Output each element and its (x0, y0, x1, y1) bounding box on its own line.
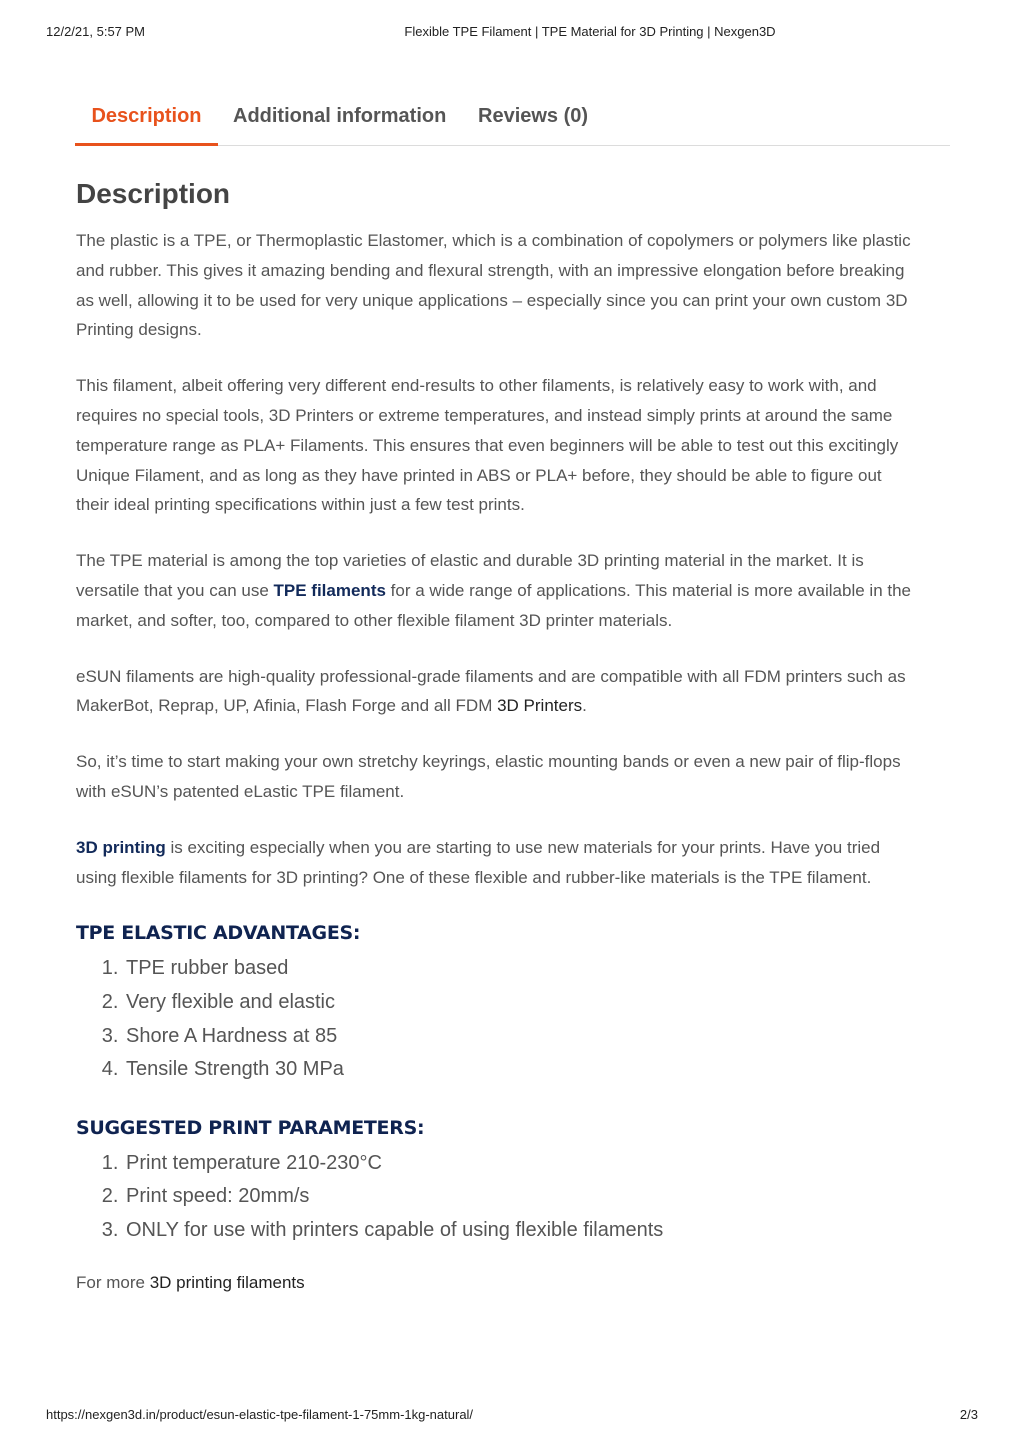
list-item: 2. Print speed: 20mm/s (124, 1180, 911, 1214)
paragraph-ease-of-use: This filament, albeit offering very different end-results to other filaments, is relatively easy to work with, and requires no special tools, 3D Printers or extreme temperatures, and instead simply prints at around the same temperature range as PLA+ Filaments. This ensures that even beginners will be able to test out this excitingly Unique Filament, and as long as they have printed in ABS or PLA+ before, they should be able to figure out their ideal printing specifications within just a few test prints. (76, 376, 899, 515)
advantages-list (76, 952, 911, 1086)
print-footer (0, 1407, 1024, 1427)
list-item: 2. Very flexible and elastic (124, 986, 911, 1020)
tab-reviews[interactable]: Reviews (0) (478, 105, 589, 127)
paragraph-text: The TPE material is among the top varieties of elastic and durable 3D printing material in the market. It is versatile that you can use (76, 551, 864, 600)
tab-additional-information[interactable]: Additional information (233, 105, 447, 127)
paragraph-text: eSUN filaments are high-quality professional-grade filaments and are compatible with all FDM printers such as MakerBot, Reprap, UP, Afinia, Flash Forge and all FDM (76, 666, 906, 716)
print-parameters-heading: SUGGESTED PRINT PARAMETERS: (76, 1116, 425, 1139)
list-item: 3. Shore A Hardness at 85 (124, 1020, 911, 1054)
paragraph-text: for a wide range of applications. This material is more available in the market, and softer, too, compared to other flexible filament 3D printer materials. (76, 580, 912, 630)
page-number: 2/3 (959, 1407, 978, 1422)
print-datetime: 12/2/21, 5:57 PM (46, 24, 146, 39)
paragraph-3d-printing (76, 833, 911, 893)
list-item: 4. Tensile Strength 30 MPa (124, 1053, 911, 1087)
more-text: For more (76, 1272, 150, 1292)
list-item: 1. Print temperature 210-230°C (124, 1147, 911, 1181)
paragraph-intro: The plastic is a TPE, or Thermoplastic Elastomer, which is a combination of copolymers or polymers like plastic and rubber. This gives it amazing bending and flexural strength, with an impressive elongation before breaking as well, allowing it to be used for very unique applications – especially since you can print your own custom 3D Printing designs. (76, 231, 911, 340)
paragraph-stretchy: So, it’s time to start making your own stretchy keyrings, elastic mounting bands or even a new pair of flip-flops with eSUN’s patented eLastic TPE filament. (76, 752, 901, 801)
paragraph-text: is exciting especially when you are starting to use new materials for your prints. Have you tried using flexible filaments for 3D printing? One of these flexible and rubber-like materials is the TPE filament. (76, 837, 881, 887)
description-panel (76, 166, 911, 1297)
tpe-filaments-link[interactable]: TPE filaments (273, 580, 386, 600)
3d-printing-link[interactable]: 3D printing (76, 837, 166, 857)
advantages-heading: TPE ELASTIC ADVANTAGES: (76, 922, 361, 945)
tab-description[interactable]: Description (75, 88, 218, 146)
print-header (0, 24, 1024, 44)
print-url: https://nexgen3d.in/product/esun-elastic-tpe-filament-1-75mm-1kg-natural/ (46, 1407, 474, 1422)
list-item: 3. ONLY for use with printers capable of using flexible filaments (124, 1214, 911, 1248)
paragraph-tpe-material (76, 546, 911, 635)
description-heading: Description (76, 178, 231, 209)
3d-printing-filaments-link[interactable]: 3D printing filaments (149, 1272, 305, 1292)
paragraph-text: . (582, 696, 587, 716)
list-item: 1. TPE rubber based (124, 952, 911, 986)
3d-printers-link[interactable]: 3D Printers (497, 696, 583, 716)
product-tabs (75, 88, 950, 146)
paragraph-esun (76, 662, 911, 722)
print-page-title: Flexible TPE Filament | TPE Material for 3D Printing | Nexgen3D (404, 24, 776, 39)
print-parameters-list (76, 1147, 911, 1248)
more-filaments (76, 1268, 911, 1297)
